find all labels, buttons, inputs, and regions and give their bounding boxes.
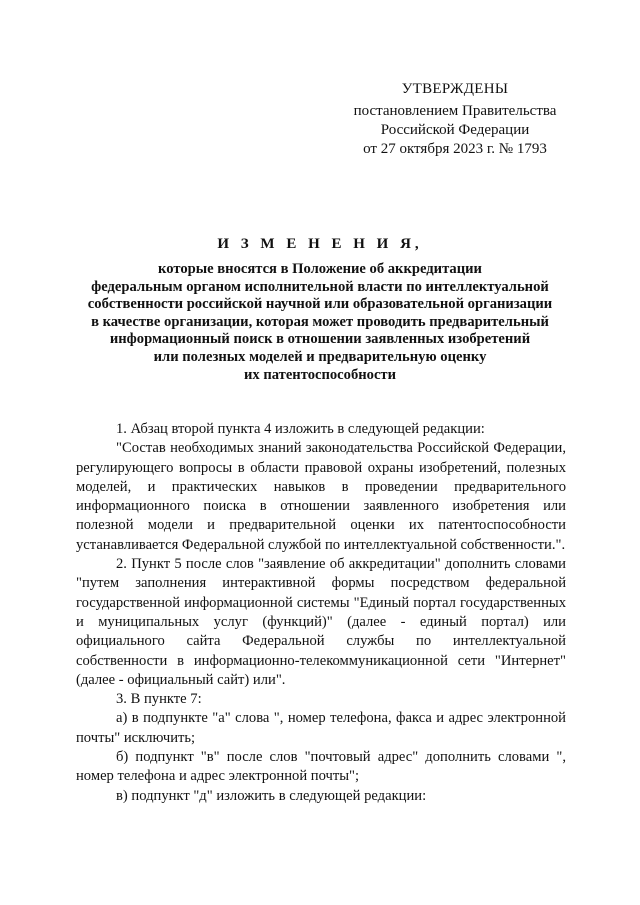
paragraph-subitem-a: а) в подпункте "а" слова ", номер телефона, факса и адрес электронной почты" исключить; <box>76 710 566 746</box>
paragraph-item-2: 2. Пункт 5 после слов "заявление об аккредитации" дополнить словами "путем заполнения интерактивной формы посредством федеральной государственной информационной системы "Единый портал государственных и муниципальных услуг (функций)" (далее - единый портал) или официального сайта Федеральной службы по интеллектуальной собственности в информационно-телекоммуникационной сети "Интернет" (далее - официальный сайт) или". <box>76 556 566 688</box>
approval-decree-line: постановлением Правительства <box>353 103 557 119</box>
subtitle-line: которые вносятся в Положение об аккредитации <box>158 261 482 277</box>
paragraph-item-3: 3. В пункте 7: <box>116 691 202 708</box>
paragraph-item-1: 1. Абзац второй пункта 4 изложить в следующей редакции: <box>116 421 485 437</box>
document-title: И З М Е Н Е Н И Я, <box>217 236 423 252</box>
document-body <box>76 420 566 806</box>
approval-stamp-block <box>340 80 570 159</box>
subtitle-line: в качестве организации, которая может проводить предварительный <box>91 313 549 330</box>
document-subtitle <box>60 261 580 384</box>
paragraph-subitem-b: б) подпункт "в" после слов "почтовый адрес" дополнить словами ", номер телефона и адрес электронной почты"; <box>76 749 566 785</box>
paragraph-subitem-v: в) подпункт "д" изложить в следующей редакции: <box>116 787 427 804</box>
subtitle-line: собственности российской научной или образовательной организации <box>87 296 553 313</box>
approval-authority-line: Российской Федерации <box>380 122 530 138</box>
subtitle-line: федеральным органом исполнительной власти по интеллектуальной <box>91 278 549 295</box>
subtitle-line: информационный поиск в отношении заявленных изобретений <box>109 331 531 348</box>
subtitle-line: их патентоспособности <box>243 366 397 383</box>
approval-heading: УТВЕРЖДЕНЫ <box>401 81 509 97</box>
approval-date-number-line: от 27 октября 2023 г. № 1793 <box>363 141 547 157</box>
subtitle-line: или полезных моделей и предварительную оценку <box>153 348 487 365</box>
paragraph-item-1-text: "Состав необходимых знаний законодательства Российской Федерации, регулирующего вопросы в области правовой охраны изобретений, полезных моделей, и практических навыков в проведении предварительного информационного поиска в отношении заявленного изобретения или полезной модели и предварительной оценки их патентоспособности устанавливается Федеральной службой по интеллектуальной собственности.". <box>76 440 566 553</box>
